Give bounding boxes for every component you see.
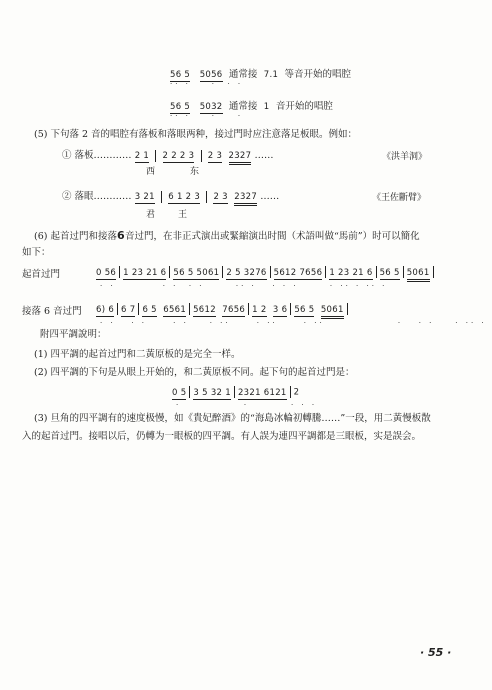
measure: 6 7: [121, 304, 136, 315]
lyric: 王: [178, 210, 188, 220]
para6-num: 6: [116, 229, 125, 242]
example-1-label: ① 落板…………: [62, 150, 132, 161]
appendix-title: 附四平調說明：: [40, 329, 107, 340]
appendix-item-2: (2) 四平調的下句是从眼上开始的，和二黃原板不同。起下句的起首过門是：: [34, 367, 355, 378]
measure: 0 56: [96, 267, 117, 278]
barline: [201, 150, 202, 162]
notes-b: 5056: [199, 70, 223, 80]
notes-a: 56 5: [170, 102, 191, 112]
lyric: 西: [146, 167, 156, 177]
barline: [248, 303, 249, 315]
measure: 56 5: [379, 267, 400, 278]
barline: [376, 266, 377, 278]
measure: 5061: [321, 305, 344, 319]
paragraph-6: [34, 228, 420, 242]
barline: [347, 303, 348, 315]
row-1-dots: · · · · · · ·· · · · · · ·· · ·· ·: [100, 282, 388, 290]
barline: [433, 266, 434, 278]
measure: 6 1 2 3: [168, 192, 201, 202]
measure: 2: [293, 387, 300, 398]
measure: 56 5: [294, 304, 315, 315]
barline: [234, 386, 235, 398]
text-2: 音开始的唱腔: [275, 101, 333, 112]
measure: 5061: [407, 268, 430, 282]
barline: [119, 266, 120, 278]
measure: 1 2: [252, 304, 267, 315]
notes-c: 7.1: [263, 70, 279, 80]
lyric: 东: [190, 167, 200, 177]
barline: [325, 266, 326, 278]
appendix-dots: · · · · ·: [176, 401, 318, 409]
measure: 2327: [229, 151, 252, 165]
measure: 2327: [234, 192, 257, 206]
row-1-music: [96, 266, 437, 278]
paragraph-5: (5) 下句落 2 音的唱腔有落板和落眼两种，接过門时应注意落足板眼。例如：: [34, 129, 358, 140]
example-2-label: ② 落眼…………: [62, 191, 132, 202]
measure: 5612 7656: [273, 267, 323, 278]
barline: [169, 266, 170, 278]
measure: 3 21: [134, 192, 155, 202]
barline: [138, 303, 139, 315]
row-2-music: [96, 303, 351, 315]
dots-1: ·· · · · ·: [170, 80, 244, 88]
appendix-item-1: (1) 四平調的起首过門和二黃原板的是完全一样。: [34, 349, 241, 360]
row-2-dots: · · · · · · · ·· · ·· · ·· · · · · ·· ·: [100, 319, 487, 327]
para6-a: (6) 起首过門和接落: [34, 231, 117, 242]
measure: 1 23 21 6: [123, 267, 167, 278]
notes-b: 5032: [199, 102, 223, 112]
barline: [189, 386, 190, 398]
text-1: 通常接: [228, 69, 258, 80]
measure: 0 5: [172, 387, 187, 398]
measure: 3 6: [272, 304, 288, 315]
notes-c: 1: [263, 102, 270, 112]
tail: ……: [260, 191, 280, 202]
barline: [290, 303, 291, 315]
measure: 1 23 21 6: [329, 267, 373, 278]
row-1-label: 起首过門: [22, 269, 61, 280]
notes-a: 56 5: [170, 70, 191, 80]
measure: 2321 6121: [237, 387, 287, 398]
barline: [189, 303, 190, 315]
measure: 6) 6: [96, 304, 115, 315]
measure: 5612: [193, 304, 216, 315]
measure: 6561: [163, 304, 187, 315]
tail: ……: [254, 150, 274, 161]
barline: [270, 266, 271, 278]
measure: 56 5 5061: [173, 267, 220, 278]
barline: [290, 386, 291, 398]
dots-2: ·· · · ·: [170, 112, 244, 120]
para6-b: 音过門，在非正式演出或緊縮演出时間（术語叫做“馬前”）时可以簡化: [124, 231, 420, 242]
example-1: [62, 147, 274, 162]
measure: 2 5 3276: [226, 267, 267, 278]
measure: 2 2 2 3: [162, 151, 195, 161]
barline: [206, 191, 207, 203]
barline: [403, 266, 404, 278]
barline: [117, 303, 118, 315]
appendix-item-3-cont: 入的起首过門。接唱以后，仍轉为一眼板的四平調。有人誤为連四平調都是三眼板，实是誤会。: [22, 431, 422, 442]
intro-line-2: [170, 98, 333, 112]
measure: 2 3: [213, 192, 228, 202]
barline: [161, 191, 162, 203]
text-1: 通常接: [228, 101, 258, 112]
row-2-label: 接落 6 音过門: [22, 306, 82, 317]
appendix-music: [172, 386, 299, 398]
page-number: · 55 ·: [420, 646, 452, 659]
measure: 6 5: [142, 304, 157, 315]
measure: 2 3: [207, 151, 223, 161]
lyric: 君: [146, 210, 156, 220]
barline: [222, 266, 223, 278]
measure: 2 1: [134, 151, 150, 161]
example-1-source: 《洪羊洞》: [382, 152, 428, 162]
barline: [155, 150, 156, 162]
intro-line-1: [170, 66, 351, 80]
appendix-item-3: (3) 旦角的四平調有的速度极慢，如《貴妃醉酒》的“海島冰輪初轉騰……”一段，用二黃慢板散: [34, 413, 431, 424]
text-2: 等音开始的唱腔: [284, 69, 352, 80]
example-2: [62, 188, 279, 203]
example-2-source: 《王佐斷臂》: [372, 193, 427, 203]
measure: 3 5 32 1: [193, 387, 231, 398]
paragraph-6-cont: 如下：: [22, 247, 51, 258]
measure: 7656: [222, 304, 246, 315]
